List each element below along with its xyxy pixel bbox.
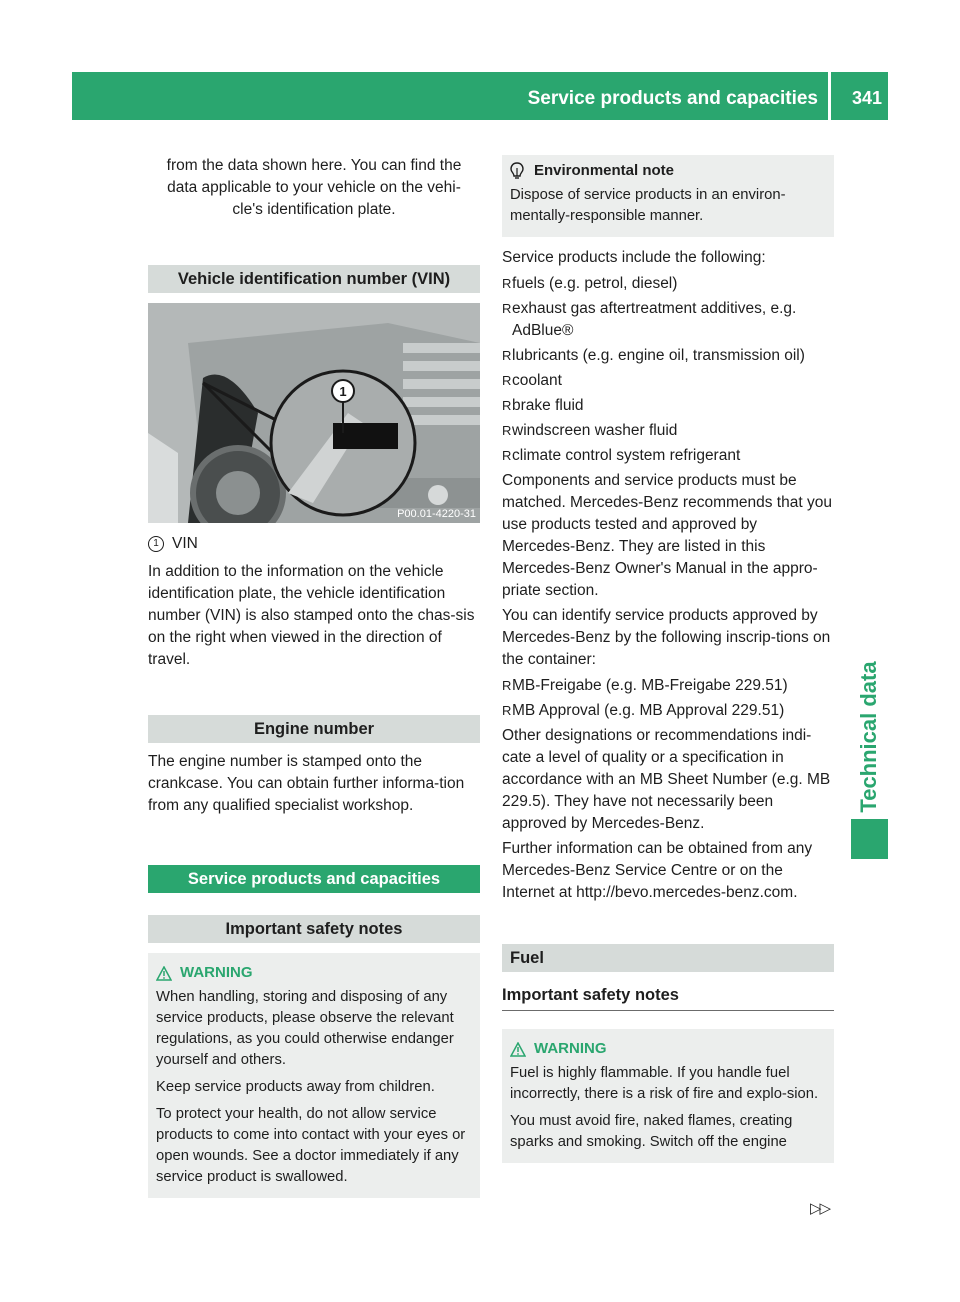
other-designations-paragraph: Other designations or recommendations indi-cate a level of quality or a specification in accordance with an MB Sheet Number (e.g. MB 229.5). They have not necessarily been approved by Mercedes-Benz. — [502, 727, 831, 832]
include-intro: Service products include the following: — [502, 249, 766, 266]
engine-heading: Engine number — [148, 715, 480, 743]
warning-text: When handling, storing and disposing of any service products, please observe the relevant regulations, as you could otherwise endanger yourself and others. — [156, 989, 454, 1068]
environmental-note-title — [510, 161, 826, 181]
engine-paragraph: The engine number is stamped onto the crankcase. You can obtain further informa-tion from any qualified specialist workshop. — [148, 753, 465, 814]
list-item: R MB Approval (e.g. MB Approval 229.51) — [502, 700, 834, 722]
warning-label: WARNING — [180, 964, 253, 981]
fuel-warning-label: WARNING — [534, 1040, 607, 1057]
environmental-note-label: Environmental note — [534, 162, 675, 179]
fuel-warning-text: You must avoid fire, naked flames, creating sparks and smoking. Switch off the engine — [510, 1113, 793, 1150]
vehicle-illustration — [148, 303, 480, 523]
header-bar — [72, 72, 888, 120]
warning-icon — [510, 1042, 526, 1057]
list-item: R climate control system refrigerant — [502, 445, 834, 467]
environmental-note-text: Dispose of service products in an environ-mentally-responsible manner. — [510, 187, 786, 224]
list-item: R fuels (e.g. petrol, diesel) — [502, 273, 834, 295]
lightbulb-icon — [510, 162, 524, 180]
inscriptions-list — [502, 675, 834, 722]
left-column — [148, 155, 480, 1198]
list-item: R coolant — [502, 370, 834, 392]
intro-line: cle's identification plate. — [232, 201, 396, 218]
vin-heading: Vehicle identification number (VIN) — [148, 265, 480, 293]
callout-number: 1 — [339, 384, 347, 399]
intro-text — [148, 155, 480, 221]
caption-text: VIN — [172, 535, 198, 552]
service-products-list — [502, 273, 834, 467]
warning-title — [156, 963, 472, 983]
caption-number: 1 — [148, 536, 164, 552]
vin-paragraph: In addition to the information on the vehicle identification plate, the vehicle identification number (VIN) is also stamped onto the chas-sis on the right when viewed in the direction of travel. — [148, 563, 475, 668]
fuel-warning-text: Fuel is highly flammable. If you handle fuel incorrectly, there is a risk of fire and explo-sion. — [510, 1065, 819, 1102]
continue-marker: ▷▷ — [810, 1200, 830, 1217]
figure-code: P00.01-4220-31 — [397, 508, 476, 520]
fuel-warning-title — [510, 1039, 826, 1059]
vin-figure — [148, 303, 480, 523]
components-paragraph: Components and service products must be matched. Mercedes-Benz recommends that you use products tested and approved by Mercedes-Benz. They are listed in this Mercedes-Benz Owner's Manual in the appro-priate section. — [502, 472, 832, 599]
identify-paragraph: You can identify service products approved by Mercedes-Benz by the following inscrip-tions on the container: — [502, 607, 831, 668]
section-heading: Service products and capacities — [148, 865, 480, 893]
chapter-tab-label: Technical data — [856, 661, 881, 813]
figure-caption — [148, 533, 480, 555]
environmental-note-box — [502, 155, 834, 237]
fuel-heading: Fuel — [502, 944, 834, 972]
fuel-warning-box — [502, 1029, 834, 1163]
intro-line: data applicable to your vehicle on the vehi- — [167, 179, 461, 196]
warning-text: Keep service products away from children. — [156, 1079, 435, 1095]
page-number: 341 — [851, 88, 882, 108]
right-column — [502, 155, 834, 1163]
warning-text: To protect your health, do not allow service products to come into contact with your eyes or open wounds. See a doctor immediately if any service product is swallowed. — [156, 1106, 466, 1185]
further-information-paragraph: Further information can be obtained from any Mercedes-Benz Service Centre or on the Internet at http://bevo.mercedes-benz.com. — [502, 840, 813, 901]
fuel-safety-heading: Important safety notes — [502, 984, 834, 1011]
safety-heading: Important safety notes — [148, 915, 480, 943]
header-divider — [828, 72, 831, 120]
list-item: R brake fluid — [502, 395, 834, 417]
list-item: R MB-Freigabe (e.g. MB-Freigabe 229.51) — [502, 675, 834, 697]
warning-icon — [156, 966, 172, 981]
warning-box — [148, 953, 480, 1198]
intro-line: from the data shown here. You can find the — [166, 157, 462, 174]
list-item: R exhaust gas aftertreatment additives, e.g. AdBlue® — [502, 298, 834, 342]
list-item: R windscreen washer fluid — [502, 420, 834, 442]
chapter-marker — [851, 819, 888, 859]
page-title: Service products and capacities — [527, 88, 818, 109]
list-item: R lubricants (e.g. engine oil, transmission oil) — [502, 345, 834, 367]
